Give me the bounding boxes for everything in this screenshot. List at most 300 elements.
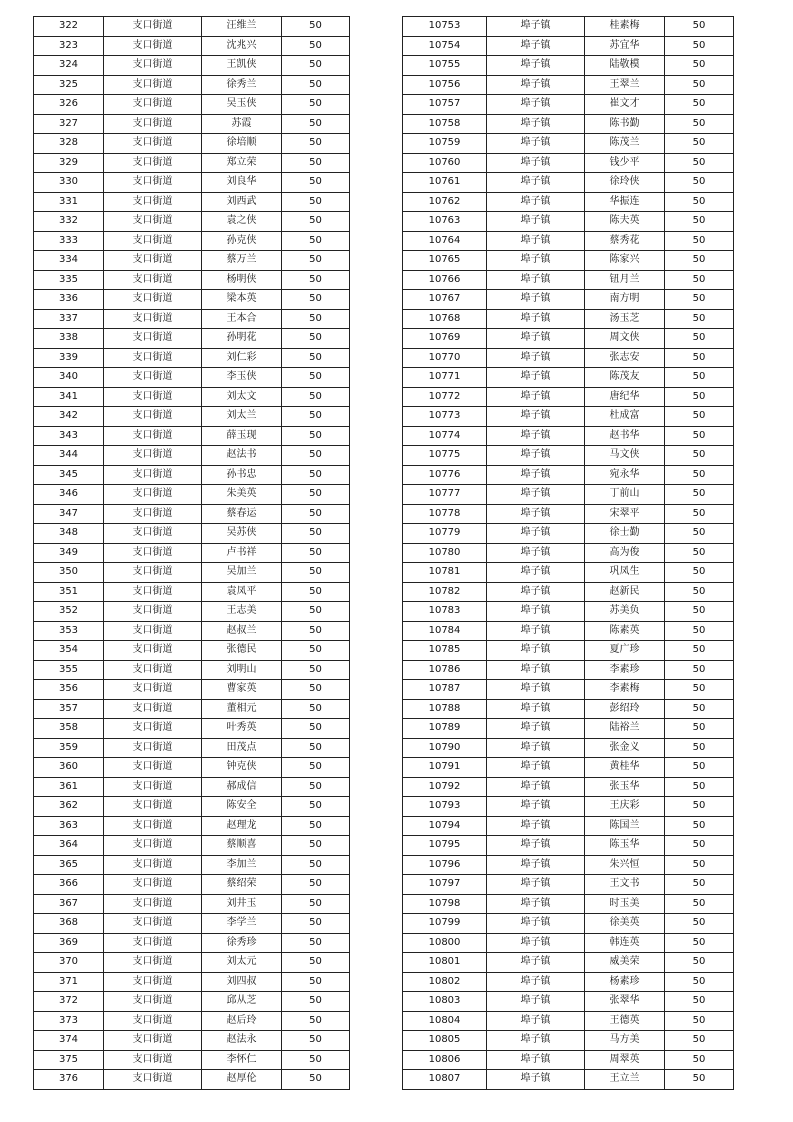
name-cell: 威美荣	[585, 953, 665, 973]
name-cell: 陈素英	[585, 621, 665, 641]
district-cell: 埠子镇	[487, 914, 585, 934]
table-row	[34, 660, 350, 680]
serial-number-cell: 376	[34, 1070, 104, 1090]
amount-cell: 50	[282, 75, 350, 95]
name-cell: 刘西武	[202, 192, 282, 212]
serial-number-cell: 10791	[403, 758, 487, 778]
table-row	[34, 387, 350, 407]
name-cell: 吴玉侠	[202, 95, 282, 115]
district-cell: 支口街道	[104, 1050, 202, 1070]
serial-number-cell: 10785	[403, 641, 487, 661]
serial-number-cell: 340	[34, 368, 104, 388]
district-cell: 支口街道	[104, 582, 202, 602]
table-row	[34, 173, 350, 193]
table-row	[403, 465, 734, 485]
table-row	[403, 485, 734, 505]
amount-cell: 50	[282, 563, 350, 583]
amount-cell: 50	[282, 660, 350, 680]
serial-number-cell: 338	[34, 329, 104, 349]
table-row	[403, 621, 734, 641]
amount-cell: 50	[665, 426, 734, 446]
table-row	[34, 719, 350, 739]
name-cell: 卢书祥	[202, 543, 282, 563]
name-cell: 李素梅	[585, 680, 665, 700]
serial-number-cell: 10779	[403, 524, 487, 544]
serial-number-cell: 10761	[403, 173, 487, 193]
name-cell: 陈国兰	[585, 816, 665, 836]
amount-cell: 50	[665, 660, 734, 680]
district-cell: 埠子镇	[487, 699, 585, 719]
serial-number-cell: 349	[34, 543, 104, 563]
serial-number-cell: 10792	[403, 777, 487, 797]
table-row	[403, 212, 734, 232]
table-row	[403, 426, 734, 446]
serial-number-cell: 333	[34, 231, 104, 251]
serial-number-cell: 330	[34, 173, 104, 193]
name-cell: 叶秀英	[202, 719, 282, 739]
amount-cell: 50	[665, 836, 734, 856]
district-cell: 埠子镇	[487, 660, 585, 680]
table-row	[403, 387, 734, 407]
serial-number-cell: 10798	[403, 894, 487, 914]
district-cell: 埠子镇	[487, 446, 585, 466]
district-cell: 支口街道	[104, 153, 202, 173]
name-cell: 徐秀珍	[202, 933, 282, 953]
table-row	[403, 368, 734, 388]
amount-cell: 50	[665, 36, 734, 56]
table-row	[403, 114, 734, 134]
table-row	[403, 270, 734, 290]
serial-number-cell: 10788	[403, 699, 487, 719]
amount-cell: 50	[665, 212, 734, 232]
table-row	[34, 36, 350, 56]
serial-number-cell: 328	[34, 134, 104, 154]
name-cell: 张金义	[585, 738, 665, 758]
table-row	[403, 797, 734, 817]
name-cell: 陈夫英	[585, 212, 665, 232]
name-cell: 郑立荣	[202, 153, 282, 173]
serial-number-cell: 10799	[403, 914, 487, 934]
amount-cell: 50	[282, 290, 350, 310]
amount-cell: 50	[665, 894, 734, 914]
name-cell: 赵叔兰	[202, 621, 282, 641]
amount-cell: 50	[665, 465, 734, 485]
serial-number-cell: 323	[34, 36, 104, 56]
table-row	[403, 95, 734, 115]
table-row	[34, 1031, 350, 1051]
name-cell: 赵后玲	[202, 1011, 282, 1031]
district-cell: 支口街道	[104, 348, 202, 368]
serial-number-cell: 10807	[403, 1070, 487, 1090]
table-row	[403, 251, 734, 271]
name-cell: 汪维兰	[202, 17, 282, 37]
district-cell: 支口街道	[104, 680, 202, 700]
table-row	[34, 153, 350, 173]
left-table-body	[34, 17, 350, 1090]
district-cell: 支口街道	[104, 914, 202, 934]
amount-cell: 50	[282, 524, 350, 544]
table-row	[403, 290, 734, 310]
amount-cell: 50	[282, 407, 350, 427]
district-cell: 支口街道	[104, 797, 202, 817]
amount-cell: 50	[665, 1050, 734, 1070]
serial-number-cell: 10762	[403, 192, 487, 212]
table-row	[34, 426, 350, 446]
district-cell: 支口街道	[104, 972, 202, 992]
left-table	[33, 16, 350, 1090]
name-cell: 徐士勤	[585, 524, 665, 544]
right-table	[402, 16, 734, 1090]
district-cell: 支口街道	[104, 543, 202, 563]
district-cell: 支口街道	[104, 134, 202, 154]
table-row	[34, 953, 350, 973]
amount-cell: 50	[665, 134, 734, 154]
district-cell: 支口街道	[104, 563, 202, 583]
table-row	[34, 329, 350, 349]
name-cell: 钱少平	[585, 153, 665, 173]
amount-cell: 50	[282, 953, 350, 973]
district-cell: 埠子镇	[487, 426, 585, 446]
name-cell: 刘明山	[202, 660, 282, 680]
table-row	[403, 75, 734, 95]
amount-cell: 50	[665, 855, 734, 875]
name-cell: 徐玲侠	[585, 173, 665, 193]
name-cell: 杜成富	[585, 407, 665, 427]
amount-cell: 50	[665, 933, 734, 953]
amount-cell: 50	[282, 992, 350, 1012]
district-cell: 埠子镇	[487, 1050, 585, 1070]
name-cell: 蔡绍荣	[202, 875, 282, 895]
district-cell: 埠子镇	[487, 816, 585, 836]
serial-number-cell: 361	[34, 777, 104, 797]
district-cell: 埠子镇	[487, 836, 585, 856]
name-cell: 吴苏侠	[202, 524, 282, 544]
district-cell: 埠子镇	[487, 212, 585, 232]
district-cell: 埠子镇	[487, 465, 585, 485]
serial-number-cell: 10754	[403, 36, 487, 56]
name-cell: 李学兰	[202, 914, 282, 934]
name-cell: 陈茂兰	[585, 134, 665, 154]
table-row	[34, 348, 350, 368]
name-cell: 丁前山	[585, 485, 665, 505]
amount-cell: 50	[665, 699, 734, 719]
district-cell: 支口街道	[104, 446, 202, 466]
district-cell: 埠子镇	[487, 134, 585, 154]
name-cell: 张志安	[585, 348, 665, 368]
name-cell: 田茂点	[202, 738, 282, 758]
name-cell: 南方明	[585, 290, 665, 310]
name-cell: 赵厚伦	[202, 1070, 282, 1090]
district-cell: 支口街道	[104, 270, 202, 290]
amount-cell: 50	[665, 192, 734, 212]
serial-number-cell: 10766	[403, 270, 487, 290]
amount-cell: 50	[282, 972, 350, 992]
table-row	[403, 972, 734, 992]
name-cell: 陈玉华	[585, 836, 665, 856]
district-cell: 埠子镇	[487, 738, 585, 758]
district-cell: 埠子镇	[487, 290, 585, 310]
serial-number-cell: 334	[34, 251, 104, 271]
district-cell: 埠子镇	[487, 75, 585, 95]
amount-cell: 50	[665, 524, 734, 544]
district-cell: 支口街道	[104, 329, 202, 349]
serial-number-cell: 10789	[403, 719, 487, 739]
amount-cell: 50	[282, 582, 350, 602]
table-row	[403, 173, 734, 193]
serial-number-cell: 10776	[403, 465, 487, 485]
serial-number-cell: 337	[34, 309, 104, 329]
district-cell: 埠子镇	[487, 173, 585, 193]
district-cell: 支口街道	[104, 290, 202, 310]
table-row	[403, 875, 734, 895]
amount-cell: 50	[665, 602, 734, 622]
name-cell: 桂素梅	[585, 17, 665, 37]
name-cell: 巩凤生	[585, 563, 665, 583]
serial-number-cell: 10769	[403, 329, 487, 349]
amount-cell: 50	[665, 816, 734, 836]
serial-number-cell: 370	[34, 953, 104, 973]
name-cell: 徐培顺	[202, 134, 282, 154]
name-cell: 李素珍	[585, 660, 665, 680]
name-cell: 黄桂华	[585, 758, 665, 778]
table-row	[34, 407, 350, 427]
district-cell: 埠子镇	[487, 582, 585, 602]
serial-number-cell: 10759	[403, 134, 487, 154]
serial-number-cell: 10784	[403, 621, 487, 641]
table-row	[34, 251, 350, 271]
serial-number-cell: 10800	[403, 933, 487, 953]
name-cell: 陈家兴	[585, 251, 665, 271]
name-cell: 李怀仁	[202, 1050, 282, 1070]
table-row	[34, 270, 350, 290]
name-cell: 宋翠平	[585, 504, 665, 524]
amount-cell: 50	[282, 231, 350, 251]
amount-cell: 50	[665, 738, 734, 758]
amount-cell: 50	[282, 1050, 350, 1070]
amount-cell: 50	[665, 563, 734, 583]
serial-number-cell: 10763	[403, 212, 487, 232]
amount-cell: 50	[282, 1011, 350, 1031]
table-row	[403, 855, 734, 875]
table-row	[403, 348, 734, 368]
table-row	[403, 56, 734, 76]
name-cell: 王志美	[202, 602, 282, 622]
name-cell: 刘良华	[202, 173, 282, 193]
name-cell: 赵理龙	[202, 816, 282, 836]
amount-cell: 50	[665, 992, 734, 1012]
serial-number-cell: 10795	[403, 836, 487, 856]
district-cell: 埠子镇	[487, 153, 585, 173]
name-cell: 王立兰	[585, 1070, 665, 1090]
table-row	[403, 134, 734, 154]
serial-number-cell: 10803	[403, 992, 487, 1012]
district-cell: 支口街道	[104, 56, 202, 76]
serial-number-cell: 364	[34, 836, 104, 856]
amount-cell: 50	[665, 777, 734, 797]
serial-number-cell: 322	[34, 17, 104, 37]
name-cell: 蔡万兰	[202, 251, 282, 271]
table-row	[34, 543, 350, 563]
district-cell: 支口街道	[104, 875, 202, 895]
table-row	[403, 641, 734, 661]
name-cell: 汤玉芝	[585, 309, 665, 329]
district-cell: 埠子镇	[487, 680, 585, 700]
table-row	[34, 738, 350, 758]
name-cell: 徐秀兰	[202, 75, 282, 95]
table-row	[403, 894, 734, 914]
serial-number-cell: 327	[34, 114, 104, 134]
name-cell: 马文侠	[585, 446, 665, 466]
name-cell: 蔡春运	[202, 504, 282, 524]
district-cell: 埠子镇	[487, 348, 585, 368]
name-cell: 蔡秀花	[585, 231, 665, 251]
amount-cell: 50	[665, 914, 734, 934]
table-row	[403, 231, 734, 251]
amount-cell: 50	[282, 95, 350, 115]
serial-number-cell: 344	[34, 446, 104, 466]
amount-cell: 50	[282, 836, 350, 856]
name-cell: 蔡顺喜	[202, 836, 282, 856]
district-cell: 埠子镇	[487, 972, 585, 992]
serial-number-cell: 10801	[403, 953, 487, 973]
amount-cell: 50	[665, 1011, 734, 1031]
amount-cell: 50	[282, 738, 350, 758]
table-row	[34, 621, 350, 641]
serial-number-cell: 357	[34, 699, 104, 719]
name-cell: 孙书忠	[202, 465, 282, 485]
table-row	[34, 972, 350, 992]
amount-cell: 50	[282, 621, 350, 641]
district-cell: 埠子镇	[487, 95, 585, 115]
table-row	[34, 777, 350, 797]
amount-cell: 50	[282, 387, 350, 407]
amount-cell: 50	[282, 173, 350, 193]
table-row	[403, 680, 734, 700]
amount-cell: 50	[282, 914, 350, 934]
serial-number-cell: 10765	[403, 251, 487, 271]
name-cell: 周文侠	[585, 329, 665, 349]
table-row	[34, 836, 350, 856]
amount-cell: 50	[282, 816, 350, 836]
district-cell: 支口街道	[104, 816, 202, 836]
table-row	[403, 836, 734, 856]
table-row	[403, 153, 734, 173]
name-cell: 王翠兰	[585, 75, 665, 95]
serial-number-cell: 354	[34, 641, 104, 661]
table-row	[403, 738, 734, 758]
amount-cell: 50	[665, 114, 734, 134]
amount-cell: 50	[282, 329, 350, 349]
amount-cell: 50	[665, 543, 734, 563]
serial-number-cell: 325	[34, 75, 104, 95]
name-cell: 孙明花	[202, 329, 282, 349]
name-cell: 徐美英	[585, 914, 665, 934]
name-cell: 高为俊	[585, 543, 665, 563]
amount-cell: 50	[282, 348, 350, 368]
name-cell: 薛玉现	[202, 426, 282, 446]
serial-number-cell: 371	[34, 972, 104, 992]
serial-number-cell: 347	[34, 504, 104, 524]
name-cell: 刘太兰	[202, 407, 282, 427]
name-cell: 赵新民	[585, 582, 665, 602]
name-cell: 朱兴恒	[585, 855, 665, 875]
table-row	[403, 992, 734, 1012]
district-cell: 支口街道	[104, 933, 202, 953]
name-cell: 李玉侠	[202, 368, 282, 388]
district-cell: 埠子镇	[487, 309, 585, 329]
serial-number-cell: 10804	[403, 1011, 487, 1031]
table-row	[34, 524, 350, 544]
table-row	[34, 17, 350, 37]
table-row	[403, 563, 734, 583]
amount-cell: 50	[282, 368, 350, 388]
serial-number-cell: 10767	[403, 290, 487, 310]
name-cell: 夏广珍	[585, 641, 665, 661]
amount-cell: 50	[665, 1031, 734, 1051]
serial-number-cell: 367	[34, 894, 104, 914]
amount-cell: 50	[665, 75, 734, 95]
serial-number-cell: 362	[34, 797, 104, 817]
district-cell: 埠子镇	[487, 524, 585, 544]
amount-cell: 50	[665, 719, 734, 739]
table-row	[403, 660, 734, 680]
serial-number-cell: 10774	[403, 426, 487, 446]
district-cell: 埠子镇	[487, 894, 585, 914]
table-row	[403, 953, 734, 973]
amount-cell: 50	[282, 114, 350, 134]
table-row	[34, 1050, 350, 1070]
name-cell: 王文书	[585, 875, 665, 895]
table-row	[34, 504, 350, 524]
table-row	[403, 543, 734, 563]
table-row	[403, 1011, 734, 1031]
amount-cell: 50	[282, 36, 350, 56]
table-row	[403, 309, 734, 329]
name-cell: 李加兰	[202, 855, 282, 875]
district-cell: 埠子镇	[487, 602, 585, 622]
table-row	[34, 914, 350, 934]
name-cell: 袁之侠	[202, 212, 282, 232]
amount-cell: 50	[665, 875, 734, 895]
amount-cell: 50	[282, 641, 350, 661]
table-row	[403, 719, 734, 739]
amount-cell: 50	[665, 17, 734, 37]
name-cell: 刘四叔	[202, 972, 282, 992]
amount-cell: 50	[282, 270, 350, 290]
name-cell: 孙克侠	[202, 231, 282, 251]
serial-number-cell: 326	[34, 95, 104, 115]
amount-cell: 50	[665, 153, 734, 173]
serial-number-cell: 10790	[403, 738, 487, 758]
table-row	[34, 56, 350, 76]
table-row	[403, 777, 734, 797]
serial-number-cell: 10782	[403, 582, 487, 602]
name-cell: 刘太元	[202, 953, 282, 973]
serial-number-cell: 10797	[403, 875, 487, 895]
name-cell: 陆裕兰	[585, 719, 665, 739]
serial-number-cell: 324	[34, 56, 104, 76]
amount-cell: 50	[282, 212, 350, 232]
district-cell: 埠子镇	[487, 875, 585, 895]
table-row	[403, 1050, 734, 1070]
district-cell: 埠子镇	[487, 368, 585, 388]
name-cell: 苏霞	[202, 114, 282, 134]
table-row	[34, 563, 350, 583]
table-row	[34, 134, 350, 154]
amount-cell: 50	[282, 56, 350, 76]
table-row	[403, 36, 734, 56]
district-cell: 埠子镇	[487, 563, 585, 583]
